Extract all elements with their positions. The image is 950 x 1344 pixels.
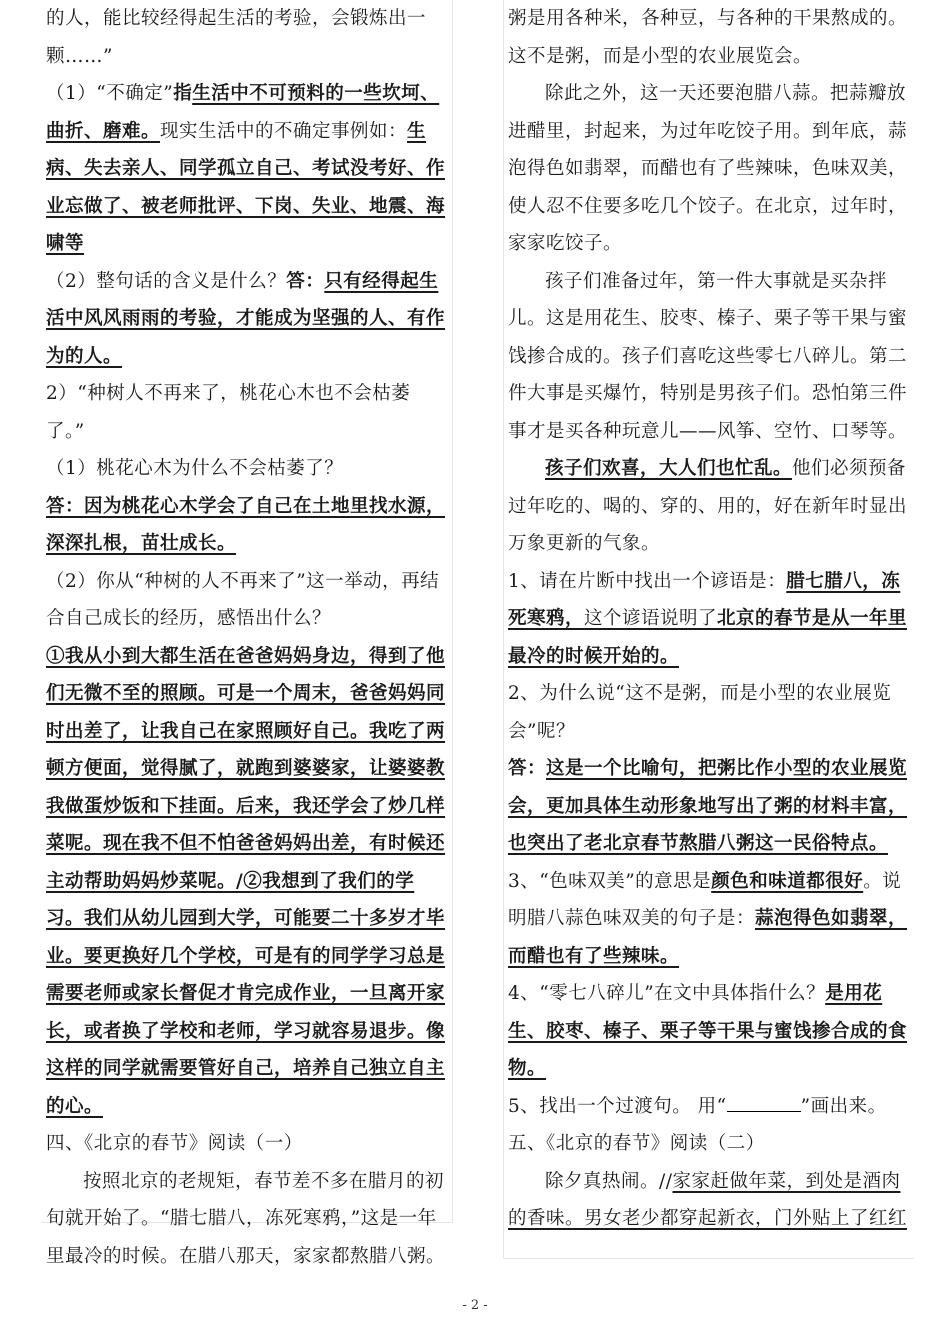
page-number: - 2 - <box>462 1298 488 1313</box>
section-5-title: 五、《北京的春节》阅读（二） <box>508 1133 765 1154</box>
q1-answer-1: 生活中不可预料的一些坎坷、曲折、磨难。 <box>46 83 440 142</box>
r-question-3 <box>504 863 914 976</box>
r-q5-lead: 5、找出一个过渡句。 用“ <box>508 1095 727 1117</box>
sub-answer-1: 答：因为桃花心木学会了自己在土地里找水源，深深扎根，苗壮成长。 <box>46 495 446 554</box>
r-q1-answer-1: 腊七腊八，冻死寒鸦， <box>508 570 901 629</box>
r-q3-mid: 。说明腊八蒜色味双美的句子是： <box>508 870 902 929</box>
q1-mid: 现实生活中的不确定事例如： <box>160 120 408 142</box>
answer-label: 答： <box>286 270 325 292</box>
r-question-5 <box>504 1088 914 1126</box>
section-4-paragraph: 按照北京的老规矩，春节差不多在腊月的初旬就开始了。“腊七腊八，冻死寒鸦，”这是一年里最冷的时候。在腊八那天，家家都熬腊八粥。 <box>46 1170 446 1267</box>
section-5-paragraph <box>504 1163 914 1238</box>
r-q3-answer-2: 蒜泡得色如翡翠，而醋也有了些辣味。 <box>508 908 908 967</box>
sub-question-2: （2）你从“种树的人不再来了”这一举动，再结合自己成长的经历，感悟出什么？ <box>46 570 440 629</box>
q1-lead: （1）“不确定” <box>46 83 174 104</box>
r-q2-answer: 这是一个比喻句，把粥比作小型的农业展览会，更加具体生动形象地写出了粥的材料丰富，也突出了老北京春节熬腊八粥这一民俗特点。 <box>508 758 908 854</box>
paragraph-4-key: 孩子们欢喜，大人们也忙乱。 <box>545 458 793 479</box>
q2-lead: （2）整句话的含义是什么？ <box>46 270 287 292</box>
r-q3-lead: 3、“色味双美”的意思是 <box>508 870 712 892</box>
q1-answer-2: 生病、失去亲人、同学孤立自己、考试没考好、作业忘做了、被老师批评、下岗、失业、地震、海啸等 <box>46 120 446 254</box>
left-column <box>42 0 453 1267</box>
r-q1-lead: 1、请在片断中找出一个谚语是： <box>508 570 787 592</box>
q1-bold: 指 <box>173 83 193 104</box>
section-quote: 2）“种树人不再来了，桃花心木也不会枯萎了。” <box>46 383 411 442</box>
answer-label: 答： <box>508 758 547 779</box>
paragraph-2: 除此之外，这一天还要泡腊八蒜。把蒜瓣放进醋里，封起来，为过年吃饺子用。到年底，蒜泡得色如翡翠，而醋也有了些辣味，色味双美，使人忍不住要多吃几个饺子。在北京，过年时，家家吃饺子。 <box>508 83 908 254</box>
q2-answer: 只有经得起生活中风风雨雨的考验，才能成为坚强的人、有作为的人。 <box>46 270 446 367</box>
question-1 <box>42 75 452 263</box>
paragraph-1: 粥是用各种米，各种豆，与各种的干果熬成的。这不是粥，而是小型的农业展览会。 <box>508 8 908 67</box>
sub-answer-2: ①我从小到大都生活在爸爸妈妈身边，得到了他们无微不至的照顾。可是一个周末，爸爸妈妈同时出差了，让我自己在家照顾好自己。我吃了两顿方便面，觉得腻了，就跑到婆婆家，让婆婆教我做蛋炒饭和下挂面。后来，我还学会了炒几样菜呢。现在我不但不怕爸爸妈妈出差，有时候还主动帮助妈妈炒菜呢。/②我想到了我们的学习。我们从幼儿园到大学，可能要二十多岁才毕业。要更换好几个学校，可是有的同学学习总是需要老师或家长督促才肯完成作业，一旦离开家长，或者换了学校和老师，学习就容易退步。像这样的同学就需要管好自己，培养自己独立自主的心。 <box>46 645 446 1117</box>
r-q4-answer: 是用花生、胶枣、榛子、栗子等干果与蜜饯掺合成的食物。 <box>508 983 908 1079</box>
r-question-4 <box>504 975 914 1088</box>
r-answer-2 <box>504 750 914 863</box>
r-question-2: 2、为什么说“这不是粥，而是小型的农业展览会”呢？ <box>508 683 892 742</box>
r-q1-mid: 这个谚语说明了 <box>584 608 718 629</box>
paragraph-3: 孩子们准备过年，第一件大事就是买杂拌儿。这是用花生、胶枣、榛子、栗子等干果与蜜饯掺合成的。孩子们喜吃这些零七八碎儿。第二件大事是买爆竹，特别是男孩子们。恐怕第三件事才是买各种玩意儿——风筝、空竹、口琴等。 <box>508 270 908 442</box>
r-question-1 <box>504 563 914 676</box>
r-q3-answer-1: 颜色和味道都很好 <box>711 870 864 892</box>
r-q5-tail: ”画出来。 <box>800 1095 887 1117</box>
section-4-title: 四、《北京的春节》阅读（一） <box>46 1133 303 1154</box>
question-2 <box>42 263 452 376</box>
sub-question-1: （1）桃花心木为什么不会枯萎了？ <box>46 458 344 479</box>
paragraph-4-rest: 他们必须预备过年吃的、喝的、穿的、用的，好在新年时显出万象更新的气象。 <box>508 458 908 554</box>
continued-text: 的人，能比较经得起生活的考验，会锻炼出一颗……” <box>46 8 427 67</box>
right-column <box>503 0 914 1259</box>
answer-blank <box>727 1093 801 1112</box>
r-q1-answer-2: 北京的春节是从一年里最冷的时候开始的。 <box>508 608 908 667</box>
section-5-underlined: 家家赶做年菜，到处是酒肉的香味。男女老少都穿起新衣，门外贴上了红红 <box>508 1170 908 1229</box>
r-q4-lead: 4、“零七八碎儿”在文中具体指什么？ <box>508 983 826 1004</box>
section-5-lead: 除夕真热闹。// <box>545 1170 673 1192</box>
paragraph-4 <box>504 450 914 563</box>
